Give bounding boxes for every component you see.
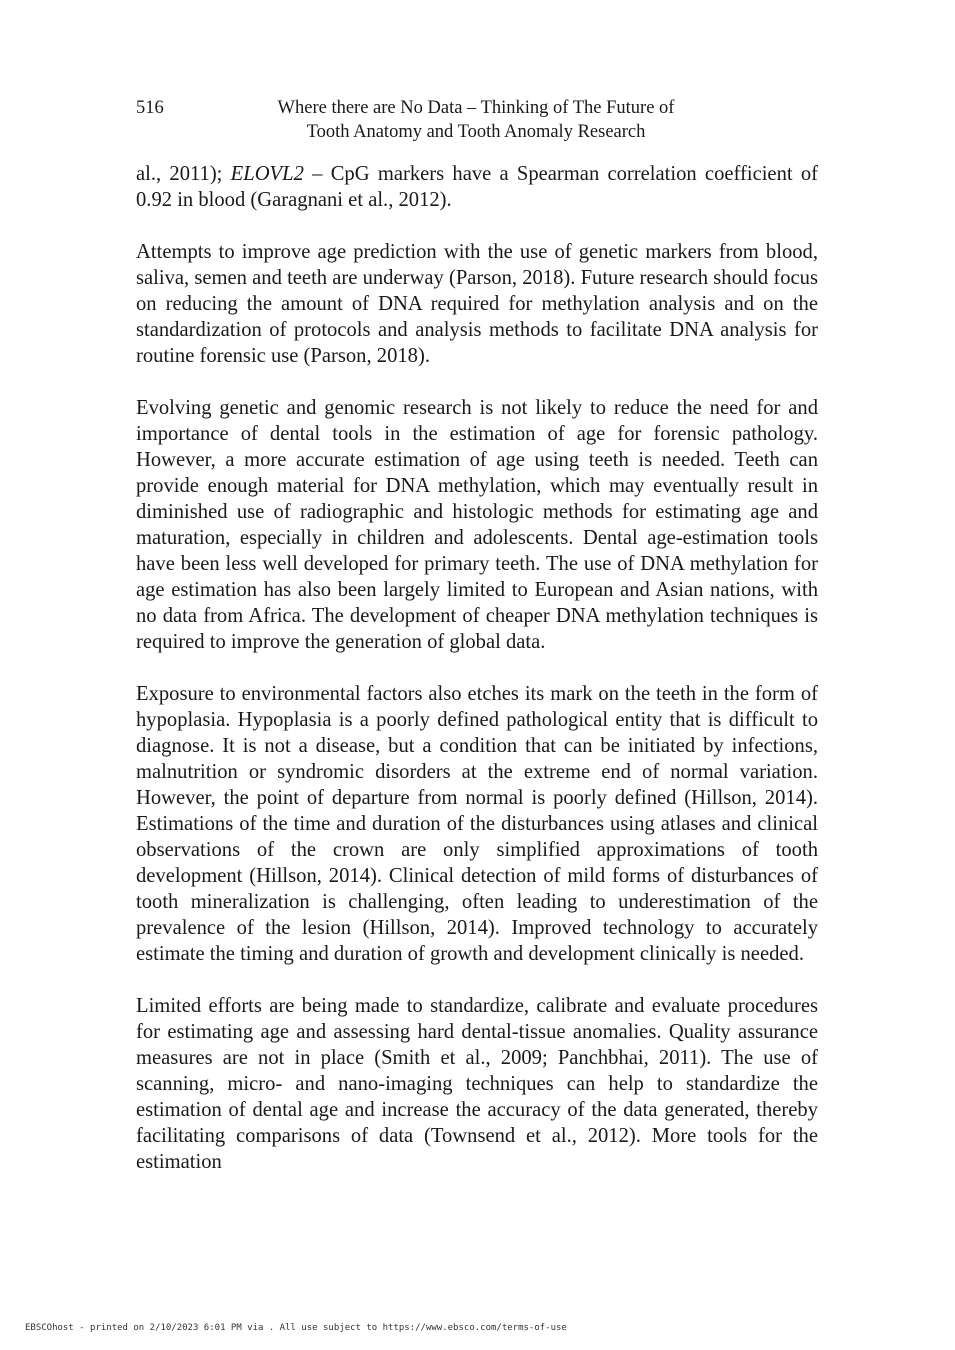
paragraph-genomic-research: Evolving genetic and genomic research is not likely to reduce the need for and importance of dental tools in the estimation of age for forensic pathology. However, a more accurate estimation of age using teeth is needed. Teeth can provide enough material for DNA methylation, which may eventually result in diminished use of radiographic and histologic methods for estimating age and maturation, especially in children and adolescents. Dental age-estimation tools have been less well developed for primary teeth. The use of DNA methylation for age estimation has also been largely limited to European and Asian nations, with no data from Africa. The development of cheaper DNA methylation techniques is required to improve the generation of global data. (136, 397, 818, 653)
running-title-line-2: Tooth Anatomy and Tooth Anomaly Research (306, 122, 646, 142)
page-number: 516 (136, 98, 164, 118)
paragraph-hypoplasia: Exposure to environmental factors also etches its mark on the teeth in the form of hypoplasia. Hypoplasia is a poorly defined pathological entity that is difficult to diagnose. It is not a disease, but a condition that can be initiated by infections, malnutrition or syndromic disorders at the extreme end of normal variation. However, the point of departure from normal is poorly defined (Hillson, 2014). Estimations of the time and duration of the disturbances using atlases and clinical observations of the crown are only simplified approximations of tooth development (Hillson, 2014). Clinical detection of mild forms of disturbances of tooth mineralization is challenging, often leading to underestimation of the prevalence of the lesion (Hillson, 2014). Improved technology to accurately estimate the timing and duration of growth and development clinically is needed. (136, 683, 818, 965)
running-title (211, 96, 741, 144)
running-title-line-1: Where there are No Data – Thinking of The Future of (277, 98, 675, 118)
paragraph-standardization: Limited efforts are being made to standardize, calibrate and evaluate procedures for estimating age and assessing hard dental-tissue anomalies. Quality assurance measures are not in place (Smith et al., 2009; Panchbhai, 2011). The use of scanning, micro- and nano-imaging techniques can help to standardize the estimation of dental age and increase the accuracy of the data generated, thereby facilitating comparisons of data (Townsend et al., 2012). More tools for the estimation (136, 995, 818, 1173)
paragraph-elovl2-lead: al., 2011); (136, 163, 231, 185)
paragraph-age-prediction: Attempts to improve age prediction with the use of genetic markers from blood, saliva, semen and teeth are underway (Parson, 2018). Future research should focus on reducing the amount of DNA required for methylation analysis and on the standardization of protocols and analysis methods to facilitate DNA analysis for routine forensic use (Parson, 2018). (136, 241, 818, 367)
page-header (136, 96, 818, 146)
body-text (136, 161, 818, 1201)
paragraph-elovl2-rest: – CpG markers have a Spearman correlation coefficient of 0.92 in blood (Garagnani et al., 2012). (136, 163, 818, 211)
paragraph-elovl2 (136, 161, 818, 213)
ebsco-footer: EBSCOhost - printed on 2/10/2023 6:01 PM via . All use subject to https://www.ebsco.com/terms-of-use (25, 1323, 567, 1333)
gene-name-italic: ELOVL2 (230, 163, 304, 185)
